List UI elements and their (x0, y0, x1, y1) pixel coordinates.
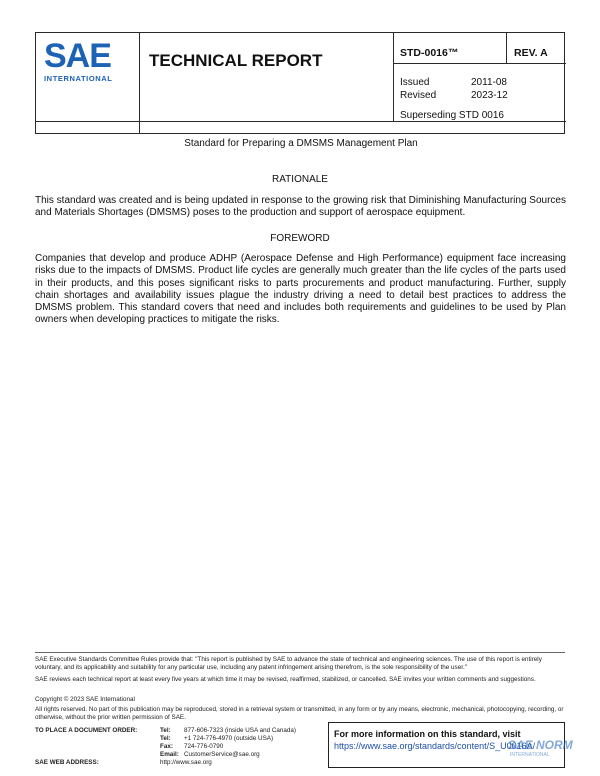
revised-date: 2023-12 (471, 90, 508, 101)
fax-number: 724-776-0790 (184, 743, 224, 750)
watermark-subtitle: INTERNATIONAL (510, 752, 550, 758)
watermark: SAE NORM (508, 738, 573, 752)
report-header (35, 32, 565, 149)
tel2-label: Tel: (160, 735, 171, 742)
issued-label: Issued (400, 77, 430, 88)
email-label: Email: (160, 751, 179, 758)
rationale-text: This standard was created and is being updated in response to the growing risk that Diminishing Manufacturing Sources and Materials Shortages (DMSMS) poses to the production and support of aerospace equipment. (35, 195, 566, 219)
tel-inside: 877-606-7323 (inside USA and Canada) (184, 727, 297, 734)
header-divider (36, 121, 566, 122)
more-info-link[interactable]: https://www.sae.org/standards/content/S_U0016A/ (334, 741, 536, 751)
foreword-text: Companies that develop and produce ADHP (Aerospace Defense and High Performance) equipment face increasing risks due to the impacts of DMSMS. Product life cycles are generally much greater than the life cycles of the parts used in their products, and this poses significant risks to parts procurements and product manufacturing. Further, supply chain shortages and availability issues plague the industry driving a need to detail best practices to address the DMSMS problem. This standard covers that need and includes both requirements and guidelines to be used by Plan owners when developing practices to mitigate the risks. (35, 253, 566, 326)
revision: REV. A (514, 47, 548, 59)
fax-label: Fax: (160, 743, 173, 750)
header-divider (393, 63, 566, 64)
issued-date: 2011-08 (471, 77, 507, 88)
email-address[interactable]: CustomerService@sae.org (184, 751, 260, 758)
superseding-note: Superseding STD 0016 (400, 110, 504, 121)
more-info-title: For more information on this standard, visit (334, 729, 521, 739)
report-type: TECHNICAL REPORT (149, 51, 323, 70)
sae-logo-subtitle: INTERNATIONAL (44, 74, 113, 83)
copyright: Copyright © 2023 SAE International (35, 696, 135, 703)
footer-rule (35, 652, 565, 653)
tel-outside: +1 724-776-4970 (outside USA) (184, 735, 274, 742)
foreword-heading: FOREWORD (270, 233, 330, 244)
sae-logo: SAE (44, 37, 111, 75)
rationale-heading: RATIONALE (272, 174, 328, 185)
web-label: SAE WEB ADDRESS: (35, 759, 99, 766)
web-address[interactable]: http://www.sae.org (160, 759, 212, 766)
committee-rules: SAE Executive Standards Committee Rules provide that: "This report is published by SAE to advance the state of technical and engineering sciences. The use of this report is entirely voluntary, and its applicability and suitability for any particular use, including any patent infringement arising therefrom, is the sole responsibility of the user." (35, 656, 542, 672)
document-title: Standard for Preparing a DMSMS Management Plan (184, 138, 418, 149)
tel-label: Tel: (160, 727, 171, 734)
header-divider (393, 33, 394, 121)
review-notice: SAE reviews each technical report at least every five years at which time it may be revised, reaffirmed, stabilized, or cancelled. SAE invites your written comments and suggestions. (35, 676, 536, 683)
revised-label: Revised (400, 90, 437, 101)
header-divider (506, 33, 507, 63)
standard-number: STD-0016™ (400, 47, 459, 59)
rights-notice: All rights reserved. No part of this publication may be reproduced, stored in a retrieval system or transmitted, in any form or by any means, electronic, mechanical, photocopying, recording, or otherwise, without the prior written permission of SAE. (35, 706, 564, 722)
order-label: TO PLACE A DOCUMENT ORDER: (35, 727, 138, 734)
header-divider (139, 33, 140, 134)
